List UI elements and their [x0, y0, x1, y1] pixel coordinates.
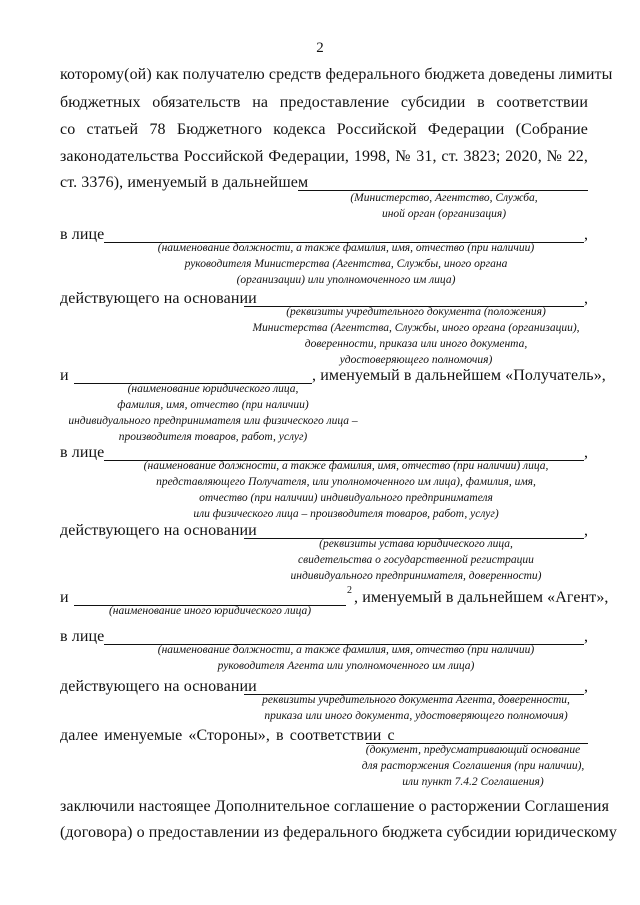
- note-agent-basis-line-1: реквизиты учредительного документа Агента, доверенности,: [262, 694, 570, 706]
- note-recipient-basis: [244, 536, 588, 584]
- note-recipient-line-2: фамилия, имя, отчество (при наличии): [117, 399, 309, 411]
- note-doc-line-1: (документ, предусматривающий основание: [365, 744, 581, 756]
- note-ministry-line-2: иной орган (организация): [381, 208, 507, 220]
- comma-3: ,: [584, 444, 589, 461]
- note-recipient-line-1: (наименование юридического лица,: [127, 383, 299, 395]
- acting-label-1: действующего на основании: [60, 290, 257, 307]
- note-doc: [358, 742, 588, 790]
- note-recipient-basis-line-3: индивидуального предпринимателя, доверенности): [290, 570, 542, 582]
- note-ministry-basis: [244, 304, 588, 368]
- note-recipient-line-4: производителя товаров, работ, услуг): [118, 431, 308, 443]
- note-agent-basis-line-2: приказа или иного документа, удостоверяющего полномочия): [264, 710, 568, 722]
- closing-line-1: заключили настоящее Дополнительное соглашение о расторжении Соглашения: [60, 798, 610, 815]
- recipient-suffix: , именуемый в дальнейшем «Получатель»,: [312, 367, 606, 384]
- note-ministry-basis-line-3: доверенности, приказа или иного документа,: [304, 338, 528, 350]
- note-doc-line-3: или пункт 7.4.2 Соглашения): [402, 776, 544, 788]
- in-person-label-1: в лице: [60, 226, 105, 243]
- note-recipient-basis-line-2: свидетельства о государственной регистрации: [298, 554, 534, 566]
- and-label-1: и: [60, 367, 69, 384]
- acting-label-2: действующего на основании: [60, 522, 257, 539]
- note-ministry-head: [104, 240, 588, 288]
- note-agent-head-line-1: (наименование должности, а также фамилия, имя, отчество (при наличии): [157, 644, 535, 656]
- note-agent-head: [104, 642, 588, 674]
- note-ministry-basis-line-4: удостоверяющего полномочия): [339, 354, 493, 366]
- and-label-2: и: [60, 589, 69, 606]
- note-ministry-head-line-1: (наименование должности, а также фамилия, имя, отчество (при наличии): [157, 242, 535, 254]
- note-ministry-head-line-2: руководителя Министерства (Агентства, Службы, иного органа: [184, 258, 508, 270]
- note-ministry: [300, 190, 588, 222]
- comma-1: ,: [584, 226, 589, 243]
- note-recipient-head-line-3: отчество (при наличии) индивидуального предпринимателя: [199, 492, 493, 504]
- in-person-label-3: в лице: [60, 628, 105, 645]
- parties-text: далее именуемые «Стороны», в соответствии с: [60, 727, 395, 744]
- note-agent-head-line-2: руководителя Агента или уполномоченного им лица): [217, 660, 475, 672]
- page-number: 2: [316, 40, 324, 56]
- footnote-mark: 2: [347, 585, 352, 596]
- named-hereinafter-text: ст. 3376), именуемый в дальнейшем: [60, 174, 309, 191]
- comma-5: ,: [584, 628, 589, 645]
- note-ministry-basis-line-2: Министерства (Агентства, Службы, иного органа (организации),: [252, 322, 580, 334]
- comma-4: ,: [584, 522, 589, 539]
- note-recipient-head-line-4: или физического лица – производителя товаров, работ, услуг): [193, 508, 499, 520]
- acting-label-3: действующего на основании: [60, 678, 257, 695]
- note-ministry-line-1: (Министерство, Агентство, Служба,: [350, 192, 538, 204]
- note-agent: [74, 603, 346, 619]
- note-ministry-head-line-3: (организации) или уполномоченного им лица): [236, 274, 456, 286]
- note-agent-basis: [244, 692, 588, 724]
- intro-line-2: бюджетных обязательств на предоставление субсидии в соответствии: [60, 94, 588, 111]
- agent-suffix: , именуемый в дальнейшем «Агент»,: [354, 589, 609, 606]
- note-recipient-head-line-2: представляющего Получателя, или уполномоченного им лица), фамилия, имя,: [156, 476, 536, 488]
- intro-line-1: которому(ой) как получателю средств федерального бюджета доведены лимиты: [60, 66, 613, 83]
- note-recipient-head: [104, 458, 588, 522]
- in-person-label-2: в лице: [60, 444, 105, 461]
- note-doc-line-2: для расторжения Соглашения (при наличии),: [361, 760, 585, 772]
- note-ministry-basis-line-1: (реквизиты учредительного документа (положения): [286, 306, 546, 318]
- note-recipient-basis-line-1: (реквизиты устава юридического лица,: [319, 538, 513, 550]
- note-recipient-line-3: индивидуального предпринимателя или физического лица –: [68, 415, 358, 427]
- comma-6: ,: [584, 678, 589, 695]
- note-recipient-head-line-1: (наименование должности, а также фамилия, имя, отчество (при наличии) лица,: [143, 460, 549, 472]
- note-recipient: [60, 381, 366, 445]
- closing-line-2: (договора) о предоставлении из федерального бюджета субсидии юридическому: [60, 824, 617, 841]
- intro-line-4: законодательства Российской Федерации, 1998, № 31, ст. 3823; 2020, № 22,: [60, 148, 588, 165]
- intro-line-3: со статьей 78 Бюджетного кодекса Российской Федерации (Собрание: [60, 121, 588, 138]
- comma-2: ,: [584, 290, 589, 307]
- note-agent-line-1: (наименование иного юридического лица): [108, 605, 312, 617]
